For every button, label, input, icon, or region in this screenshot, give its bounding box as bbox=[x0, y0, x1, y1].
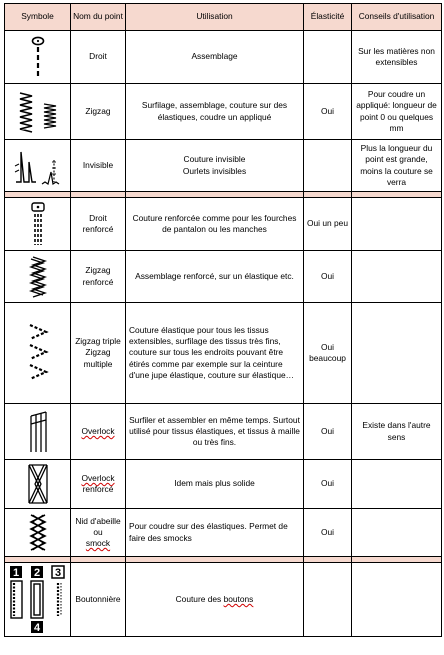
stitch-name bbox=[71, 404, 126, 460]
buttonhole-stitch-icon bbox=[7, 565, 69, 635]
header-nom: Nom du point bbox=[71, 4, 126, 31]
header-row bbox=[5, 4, 442, 31]
table-row bbox=[5, 509, 442, 557]
stitch-name: Droit renforcé bbox=[71, 198, 126, 251]
symbol-cell bbox=[5, 509, 71, 557]
stitch-usage: Surfiler et assembler en même temps. Surtout utilisé pour tissus élastiques, et tissus à maille ou très fins. bbox=[126, 404, 304, 460]
header-utilisation: Utilisation bbox=[126, 4, 304, 31]
table-row bbox=[5, 251, 442, 303]
buttonhole-step-2: 2 bbox=[33, 566, 40, 579]
symbol-cell bbox=[5, 84, 71, 140]
buttonhole-step-1: 1 bbox=[12, 566, 19, 579]
table-row bbox=[5, 303, 442, 404]
stitch-name: Boutonnière bbox=[71, 563, 126, 637]
table-row bbox=[5, 84, 442, 140]
stitch-name-suffix: renforcé bbox=[82, 484, 114, 494]
header-elasticite: Élasticité bbox=[304, 4, 352, 31]
symbol-cell bbox=[5, 303, 71, 404]
stitch-advice: Sur les matières non extensibles bbox=[352, 31, 442, 84]
buttonhole-step-3: 3 bbox=[54, 566, 61, 579]
stitch-usage: Pour coudre sur des élastiques. Permet de faire des smocks bbox=[126, 509, 304, 557]
stitch-advice bbox=[352, 563, 442, 637]
reinforced-straight-stitch-icon bbox=[28, 202, 48, 246]
stitch-name bbox=[71, 509, 126, 557]
header-conseils: Conseils d'utilisation bbox=[352, 4, 442, 31]
stitch-advice: Pour coudre un appliqué: longueur de point 0 ou quelques mm bbox=[352, 84, 442, 140]
zigzag-stitch-icon bbox=[14, 90, 62, 134]
stitch-elasticity: Oui bbox=[304, 84, 352, 140]
stitch-name-line: Zigzag multiple bbox=[83, 347, 113, 369]
table-row bbox=[5, 198, 442, 251]
stitch-name: Zigzag renforcé bbox=[71, 251, 126, 303]
stitch-name: Zigzag bbox=[71, 84, 126, 140]
table-row bbox=[5, 563, 442, 637]
stitch-advice bbox=[352, 303, 442, 404]
stitch-name-line: Zigzag triple bbox=[75, 336, 121, 347]
stitch-usage-suffix: boutons bbox=[223, 593, 254, 604]
stitch-elasticity bbox=[304, 140, 352, 192]
stitch-elasticity: Oui beaucoup bbox=[304, 303, 352, 404]
stitch-name bbox=[71, 303, 126, 404]
stitch-usage: Couture renforcée comme pour les fourches de pantalon ou les manches bbox=[126, 198, 304, 251]
stitch-name-text: Overlock bbox=[81, 425, 115, 436]
reinforced-overlock-stitch-icon bbox=[26, 462, 50, 506]
usage-line: Couture invisible bbox=[183, 154, 246, 165]
overlock-stitch-icon bbox=[26, 410, 50, 454]
usage-line: Ourlets invisibles bbox=[182, 165, 247, 176]
stitch-elasticity: Oui bbox=[304, 509, 352, 557]
stitch-usage: Couture élastique pour tous les tissus extensibles, surfilage des tissus très fins, couture sur tous les endroits pouvant être étirés comme par exemple sur la ceinture d'une jupe élastique, couture sur élastique… bbox=[126, 303, 304, 404]
stitch-table bbox=[4, 3, 442, 637]
stitch-usage bbox=[126, 140, 304, 192]
stitch-elasticity: Oui bbox=[304, 404, 352, 460]
reinforced-zigzag-stitch-icon bbox=[26, 255, 50, 299]
stitch-advice bbox=[352, 198, 442, 251]
symbol-cell bbox=[5, 198, 71, 251]
symbol-cell bbox=[5, 140, 71, 192]
stitch-usage: Idem mais plus solide bbox=[126, 460, 304, 509]
stitch-usage-text: Couture des bbox=[175, 593, 222, 604]
honeycomb-stitch-icon bbox=[26, 513, 50, 553]
stitch-name-text: Nid d'abeille ou bbox=[75, 515, 121, 537]
table-row bbox=[5, 404, 442, 460]
table-row bbox=[5, 460, 442, 509]
symbol-cell bbox=[5, 31, 71, 84]
stitch-advice bbox=[352, 251, 442, 303]
stitch-elasticity: Oui bbox=[304, 460, 352, 509]
stitch-name: Invisible bbox=[71, 140, 126, 192]
symbol-cell bbox=[5, 251, 71, 303]
header-symbole: Symbole bbox=[5, 4, 71, 31]
stitch-advice: Existe dans l'autre sens bbox=[352, 404, 442, 460]
stitch-elasticity bbox=[304, 563, 352, 637]
stitch-usage: Assemblage renforcé, sur un élastique etc. bbox=[126, 251, 304, 303]
stitch-advice bbox=[352, 509, 442, 557]
stitch-name: Droit bbox=[71, 31, 126, 84]
stitch-elasticity: Oui bbox=[304, 251, 352, 303]
stitch-usage: Assemblage bbox=[126, 31, 304, 84]
table-row bbox=[5, 140, 442, 192]
stitch-advice bbox=[352, 460, 442, 509]
stitch-elasticity bbox=[304, 31, 352, 84]
symbol-cell bbox=[5, 563, 71, 637]
stitch-name-suffix: smock bbox=[85, 538, 111, 549]
stitch-name-text: Overlock bbox=[81, 472, 115, 483]
stitch-name bbox=[71, 460, 126, 509]
buttonhole-step-4: 4 bbox=[33, 621, 40, 634]
symbol-cell bbox=[5, 404, 71, 460]
table-row bbox=[5, 31, 442, 84]
straight-stitch-icon bbox=[28, 36, 48, 78]
stitch-advice: Plus la longueur du point est grande, moins la couture se verra bbox=[352, 140, 442, 192]
blind-stitch-icon bbox=[12, 146, 64, 186]
stitch-usage bbox=[126, 563, 304, 637]
triple-zigzag-stitch-icon bbox=[26, 322, 50, 384]
stitch-usage: Surfilage, assemblage, couture sur des élastiques, coudre un appliqué bbox=[126, 84, 304, 140]
stitch-elasticity: Oui un peu bbox=[304, 198, 352, 251]
symbol-cell bbox=[5, 460, 71, 509]
